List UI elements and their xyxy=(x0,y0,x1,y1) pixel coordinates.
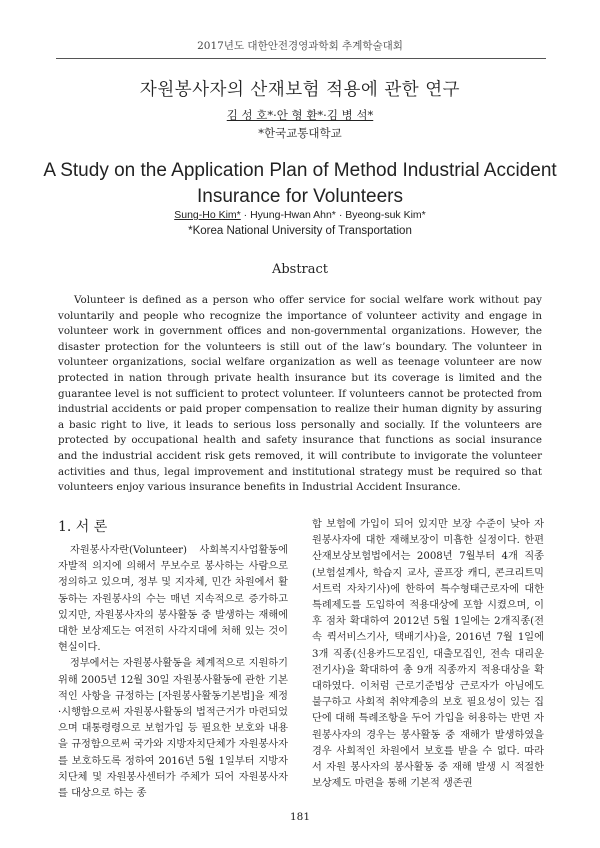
section-heading-introduction: 1. 서 론 xyxy=(58,519,108,535)
intro-paragraph-2: 정부에서는 자원봉사활동을 체계적으로 지원하기 위해 2005년 12월 30일 자원봉사활동에 관한 기본적인 사항을 규정하는 [자원봉사활동기본법]을 제정·시행함으로써 자원봉사활동의 법적근거가 마련되었으며 대통령령으로 보험가입 등 필요한 보호와 내용을 규정함으로써 국가와 지방자치단체가 자원봉사자를 보호하도록 정하여 2016년 5월 1일부터 지방자치단체 및 자원봉사센터가 주체가 되어 자원봉사자를 대상으로 하는 종 xyxy=(58,658,288,800)
english-authors xyxy=(0,209,600,221)
left-column xyxy=(58,543,288,802)
korean-authors xyxy=(0,107,600,123)
right-column xyxy=(312,517,544,792)
english-author-1: Sung-Ho Kim* xyxy=(174,209,241,221)
conference-header: 2017년도 대한안전경영과학회 추계학술대회 xyxy=(197,40,403,52)
english-affiliation: *Korea National University of Transportation xyxy=(188,225,412,237)
abstract-body: Volunteer is defined as a person who offer service for social welfare work without pay voluntarily and people who recognize the importance of volunteer activity and engage in volunteer work in government offices and non-governmental organizations. However, the disaster protection for the volunteers is still out of the law’s boundary. The volunteer in volunteer organizations, social welfare organization as well as teenage volunteer are now protected in nation through private health insurance but its coverage is limited and the guarantee level is not sufficient to protect volunteer. If volunteers cannot be protected from industrial accidents or paid proper compensation to realize their human dignity by assuring a basic right to live, it leads to serious loss personally and socially. If the volunteers are protected by occupational health and safety insurance that functions as social insurance and the industrial accident risk gets removed, it will contribute to invigorate the volunteer activities and thus, legal improvement and institutional strategy must be required so that volunteers enjoy various insurance benefits in Industrial Accident Insurance. xyxy=(58,294,542,494)
korean-authors-text: 김 성 호*·안 형 환*·김 병 석* xyxy=(226,108,374,122)
english-title-line2: Insurance for Volunteers xyxy=(197,186,403,207)
header-rule xyxy=(56,58,546,59)
korean-affiliation: *한국교통대학교 xyxy=(258,126,342,140)
intro-paragraph-1: 자원봉사자란(Volunteer) 사회복지사업활동에 자발적 의지에 의해서 무보수로 봉사하는 사람으로 정의하고 있으며, 정부 및 지자체, 민간 차원에서 활동하는 자원봉사의 수는 매년 지속적으로 증가하고 있지만, 자원봉사자의 봉사활동 중 발생하는 재해에 대한 보상제도는 여전히 사각지대에 처해 있는 것이 현실이다. xyxy=(58,545,288,654)
english-author-rest: · Hyung-Hwan Ahn* · Byeong-suk Kim* xyxy=(240,209,426,221)
english-title xyxy=(0,158,600,210)
page-number: 181 xyxy=(289,811,311,823)
korean-title: 자원봉사자의 산재보험 적용에 관한 연구 xyxy=(139,80,461,100)
abstract-heading: Abstract xyxy=(271,262,329,277)
english-title-line1: A Study on the Application Plan of Method Industrial Accident xyxy=(43,160,557,181)
intro-paragraph-3: 합 보험에 가입이 되어 있지만 보장 수준이 낮아 자원봉사자에 대한 재해보장이 미흡한 실정이다. 한편 산재보상보험법에서는 2008년 7월부터 4개 직종(보험설계사, 학습지 교사, 골프장 캐디, 콘크리트믹서트럭 자차기사)에 한하여 특수형태근로자에 대한 특례제도를 도입하여 적용대상에 포함 시켰으며, 이후 점차 확대하여 2012년 5월 1일에는 2개직종(전속 퀵서비스기사, 택배기사)을, 2016년 7월 1일에 3개 직종(신용카드모집인, 대출모집인, 전속 대리운전기사)을 확대하여 총 9개 직종까지 적용대상을 확대하였다. 이처럼 근로기준법상 근로자가 아님에도 불구하고 사회적 취약계층의 보호 필요성이 있는 집단에 대해 특례조항을 두어 가입을 허용하는 반면 자원봉사자의 경우는 봉사활동 중 재해가 발생하였을 경우 사회적인 차원에서 보호를 받을 수 없다. 따라서 자원 봉사자의 봉사활동 중 재해 발생 시 적절한 보상제도 마련을 통해 기본적 생존권 xyxy=(312,519,544,790)
